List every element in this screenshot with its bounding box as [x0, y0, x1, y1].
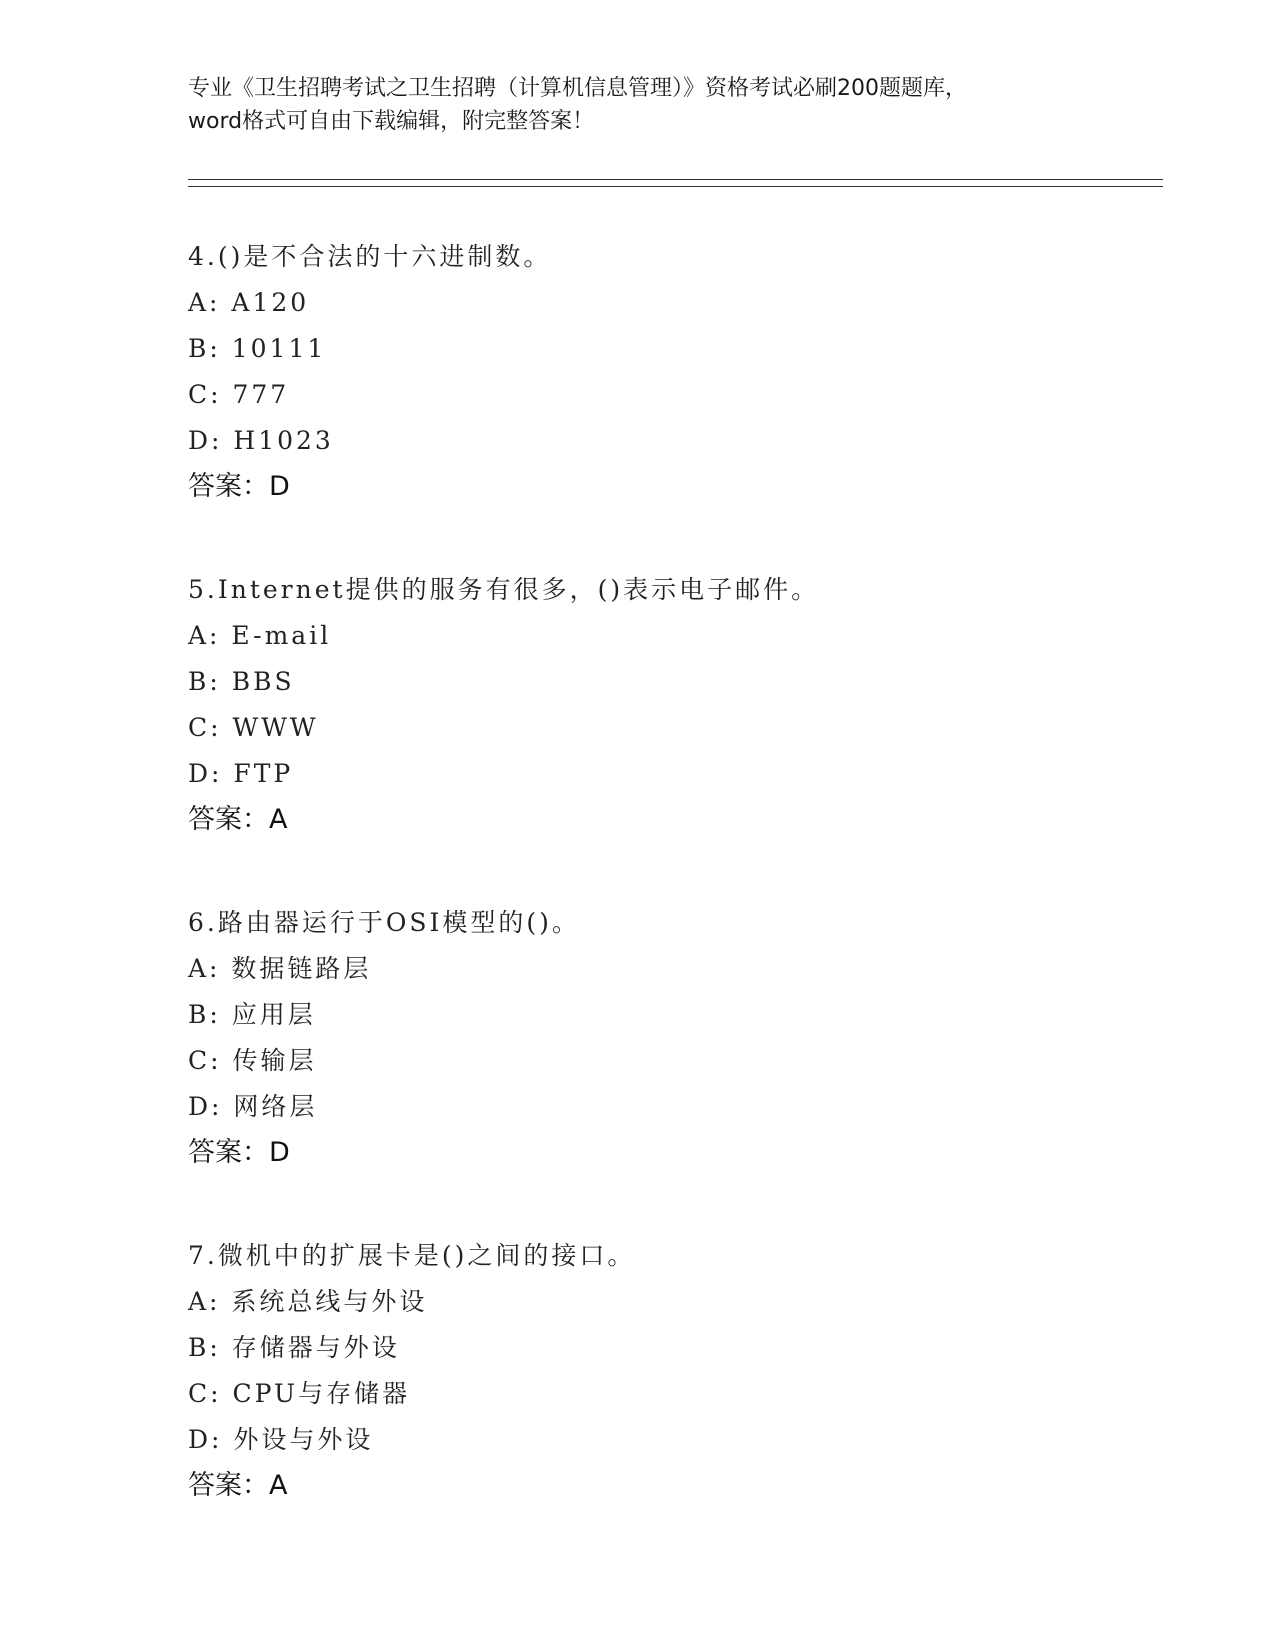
question-5 — [188, 567, 1168, 843]
document-header — [188, 72, 1088, 138]
question-4 — [188, 234, 1168, 510]
option-a: A: E-mail — [188, 621, 332, 650]
question-list — [188, 234, 1168, 1566]
option-b: B: 存储器与外设 — [188, 1333, 400, 1362]
question-stem: 4.()是不合法的十六进制数。 — [188, 242, 552, 271]
option-a: A: A120 — [188, 288, 310, 317]
option-d: D: H1023 — [188, 426, 334, 455]
option-c: C: WWW — [188, 713, 319, 742]
option-a: A: 系统总线与外设 — [188, 1287, 428, 1316]
answer-label: 答案：D — [188, 1137, 290, 1168]
option-b: B: 应用层 — [188, 1000, 316, 1029]
question-stem: 6.路由器运行于OSI模型的()。 — [188, 908, 580, 937]
option-d: D: 网络层 — [188, 1092, 318, 1121]
question-stem: 5.Internet提供的服务有很多，()表示电子邮件。 — [188, 575, 820, 604]
question-6 — [188, 900, 1168, 1176]
header-title-line-1: 专业《卫生招聘考试之卫生招聘（计算机信息管理）》资格考试必刷200题题库， — [188, 76, 967, 101]
answer-label: 答案：A — [188, 804, 288, 835]
header-double-rule — [188, 179, 1163, 187]
option-c: C: CPU与存储器 — [188, 1379, 411, 1408]
question-stem: 7.微机中的扩展卡是()之间的接口。 — [188, 1241, 636, 1270]
question-7 — [188, 1233, 1168, 1509]
answer-label: 答案：A — [188, 1470, 288, 1501]
option-b: B: BBS — [188, 667, 295, 696]
option-b: B: 10111 — [188, 334, 327, 363]
option-d: D: FTP — [188, 759, 294, 788]
option-c: C: 777 — [188, 380, 290, 409]
option-d: D: 外设与外设 — [188, 1425, 374, 1454]
option-a: A: 数据链路层 — [188, 954, 372, 983]
option-c: C: 传输层 — [188, 1046, 317, 1075]
answer-label: 答案：D — [188, 471, 290, 502]
header-title-line-2: word格式可自由下载编辑，附完整答案！ — [188, 109, 595, 134]
